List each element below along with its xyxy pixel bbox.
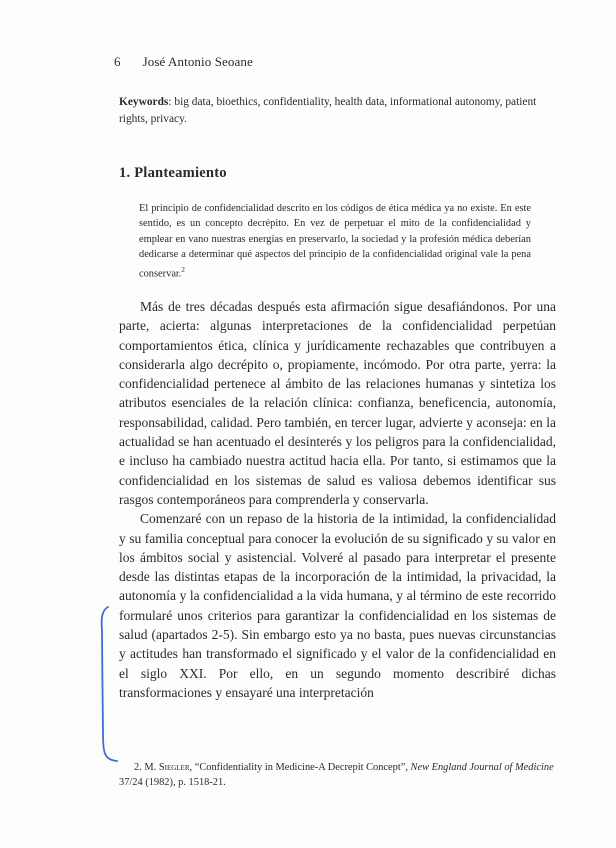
footnote-author: M. Siegler: [144, 762, 190, 773]
footnote-reference: 2: [181, 265, 185, 274]
keywords-text: : big data, bioethics, confidentiality, health data, informational autonomy, patient rights, privacy.: [119, 96, 537, 125]
paragraph: Comenzaré con un repaso de la historia de la intimidad, la confidencialidad y su familia conceptual para conocer la evolución de su significado y su valor en los ámbitos social y asistencial. Volveré al pasado para interpretar el presente desde las distintas etapas de la incorporación de la intimidad, la privacidad, la autonomía y la confidencialidad a la vida humana, y al término de este recorrido formularé unos criterios para garantizar la confidencialidad en los sistemas de salud (apartados 2-5). Sin embargo esto ya no basta, pues nuevas circunstancias y actitudes han transformado el significado y el valor de la confidencialidad en el siglo XXI. Por ello, en un segundo momento describiré dichas transformaciones y ensayaré una interpretación: [119, 511, 556, 700]
footnote: [119, 760, 559, 790]
footnote-journal: New England Journal of Medicine: [410, 762, 554, 773]
section-title: 1. Planteamiento: [119, 165, 227, 181]
handwritten-bracket-mark: [90, 604, 120, 764]
footnote-number: 2.: [134, 762, 142, 773]
page-number: 6: [114, 54, 121, 69]
running-head-author: José Antonio Seoane: [142, 54, 253, 69]
block-quote-text: El principio de confidencialidad descrito en los códigos de ética médica ya no existe. En este sentido, es un concepto decrépito. En vez de perpetuar el mito de la confidencialidad y emplear en vano nuestras energías en preservarlo, la sociedad y la profesión médica deberían dedicarse a determinar qué aspectos del principio de la confidencialidad original vale la pena conservar.: [139, 203, 531, 280]
paragraph: Más de tres décadas después esta afirmación sigue desafiándonos. Por una parte, acierta: algunas interpretaciones de la confidencialidad perpetúan comportamientos ética, clínica y jurídicamente rechazables que contribuyen a considerarla algo decrépito o, propiamente, incómodo. Por otra parte, yerra: la confidencialidad pertenece al ámbito de las relaciones humanas y sintetiza los atributos esenciales de la relación clínica: confianza, beneficencia, autonomía, responsabilidad, calidad. Pero también, en tercer lugar, advierte y aconseja: en la actualidad se han acentuado el desinterés y los peligros para la confidencialidad, e incluso ha cambiado nuestra actitud hacia ella. Por tanto, si estimamos que la confidencialidad en los sistemas de salud es valiosa debemos identificar sus rasgos contemporáneos para comprenderla y conservarla.: [119, 299, 556, 507]
body-text: [119, 297, 556, 702]
keywords-label: Keywords: [119, 96, 169, 108]
footnote-title: , “Confidentiality in Medicine-A Decrepit Concept”,: [189, 762, 411, 773]
footnote-citation: 37/24 (1982), p. 1518-21.: [119, 777, 226, 788]
running-head: [114, 54, 253, 70]
keywords: [119, 94, 559, 127]
block-quote: [139, 201, 531, 282]
